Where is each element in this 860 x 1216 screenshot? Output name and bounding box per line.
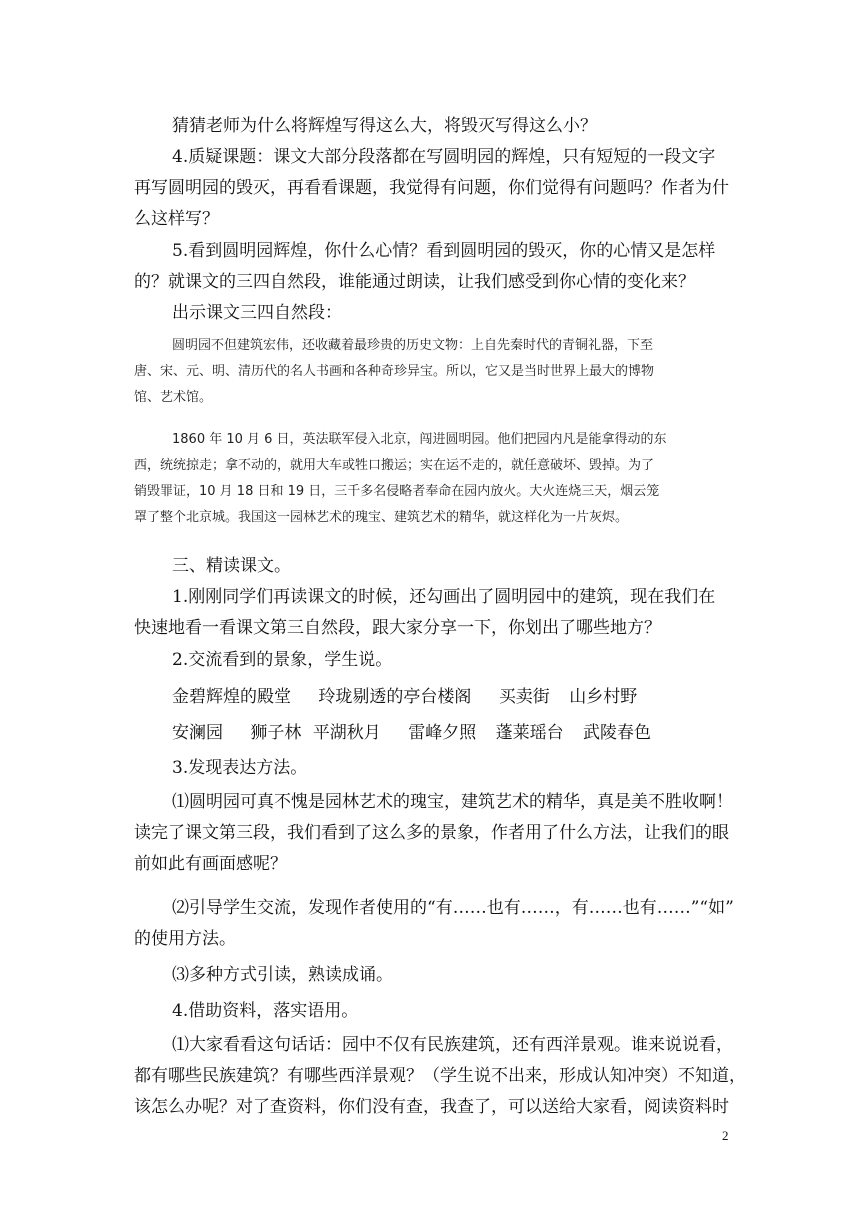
scene-item: 买卖街 [498, 687, 550, 707]
scene-item: 武陵春色 [583, 723, 652, 743]
paragraph: 都有哪些民族建筑？有哪些西洋景观？（学生说不出来，形成认知冲突）不知道， [134, 1066, 746, 1086]
quoted-text: 销毁罪证，10 月 18 日和 19 日，三千多名侵略者奉命在园内放火。大火连烧三天，烟云笼 [134, 484, 660, 499]
quoted-text: 圆明园不但建筑宏伟，还收藏着最珍贵的历史文物：上自先秦时代的青铜礼器，下至 [172, 338, 654, 353]
paragraph: ⑶多种方式引读，熟读成诵。 [172, 965, 393, 985]
scene-item: 金碧辉煌的殿堂 [172, 687, 291, 707]
paragraph: 的使用方法。 [134, 929, 236, 949]
quoted-text: 罩了整个北京城。我国这一园林艺术的瑰宝、建筑艺术的精华，就这样化为一片灰烬。 [134, 510, 629, 525]
paragraph: 快速地看一看课文第三自然段，跟大家分享一下，你划出了哪些地方？ [134, 618, 661, 638]
scene-list-row-1 [172, 682, 659, 713]
quoted-text: 1860 年 10 月 6 日，英法联军侵入北京，闯进圆明园。他们把园内凡是能拿得动的东 [172, 432, 667, 447]
paragraph: 4.借助资料，落实语用。 [172, 1001, 359, 1021]
paragraph: ⑴圆明园可真不愧是园林艺术的瑰宝，建筑艺术的精华，真是美不胜收啊！ [172, 792, 733, 812]
scene-item: 山乡村野 [569, 687, 638, 707]
paragraph: 3.发现表达方法。 [172, 758, 308, 778]
quoted-text: 馆、艺术馆。 [134, 390, 213, 405]
paragraph: ⑵引导学生交流，发现作者使用的“有……也有……，有……也有……”“如” [172, 898, 734, 918]
paragraph: 再写圆明园的毁灭，再看看课题，我觉得有问题，你们觉得有问题吗？作者为什 [134, 178, 729, 198]
paragraph: 5.看到圆明园辉煌，你什么心情？看到圆明园的毁灭，你的心情又是怎样 [172, 241, 716, 261]
quoted-text: 西，统统掠走；拿不动的，就用大车或牲口搬运；实在运不走的，就任意破坏、毁掉。为了 [134, 458, 655, 473]
paragraph: 出示课文三四自然段： [172, 303, 342, 323]
paragraph: 4.质疑课题：课文大部分段落都在写圆明园的辉煌，只有短短的一段文字 [172, 147, 716, 167]
page-number: 2 [722, 1128, 729, 1143]
quoted-text: 唐、宋、元、明、清历代的名人书画和各种奇珍异宝。所以，它又是当时世界上最大的博物 [134, 364, 655, 379]
scene-item: 蓬莱瑶台 [495, 723, 564, 743]
scene-item: 平湖秋月 [312, 723, 381, 743]
paragraph: 1.刚刚同学们再读课文的时候，还勾画出了圆明园中的建筑，现在我们在 [172, 587, 716, 607]
paragraph: 该怎么办呢？对了查资料，你们没有查，我查了，可以送给大家看，阅读资料时 [134, 1097, 729, 1117]
scene-item: 安澜园 [172, 723, 223, 743]
paragraph: 2.交流看到的景象，学生说。 [172, 650, 393, 670]
scene-item: 玲珑剔透的亭台楼阁 [318, 687, 472, 707]
paragraph: ⑴大家看看这句话话：园中不仅有民族建筑，还有西洋景观。谁来说说看， [172, 1035, 733, 1055]
paragraph: 猜猜老师为什么将辉煌写得这么大，将毁灭写得这么小？ [172, 116, 597, 136]
paragraph: 么这样写？ [134, 209, 219, 229]
section-heading: 三、精读课文。 [172, 556, 291, 576]
paragraph: 读完了课文第三段，我们看到了这么多的景象，作者用了什么方法，让我们的眼 [134, 823, 729, 843]
paragraph: 前如此有画面感呢？ [134, 854, 287, 874]
scene-list-row-2 [172, 718, 673, 749]
paragraph: 的？就课文的三四自然段，谁能通过朗读，让我们感受到你心情的变化来？ [134, 272, 695, 292]
scene-item: 狮子林 [250, 723, 302, 743]
scene-item: 雷峰夕照 [408, 723, 477, 743]
